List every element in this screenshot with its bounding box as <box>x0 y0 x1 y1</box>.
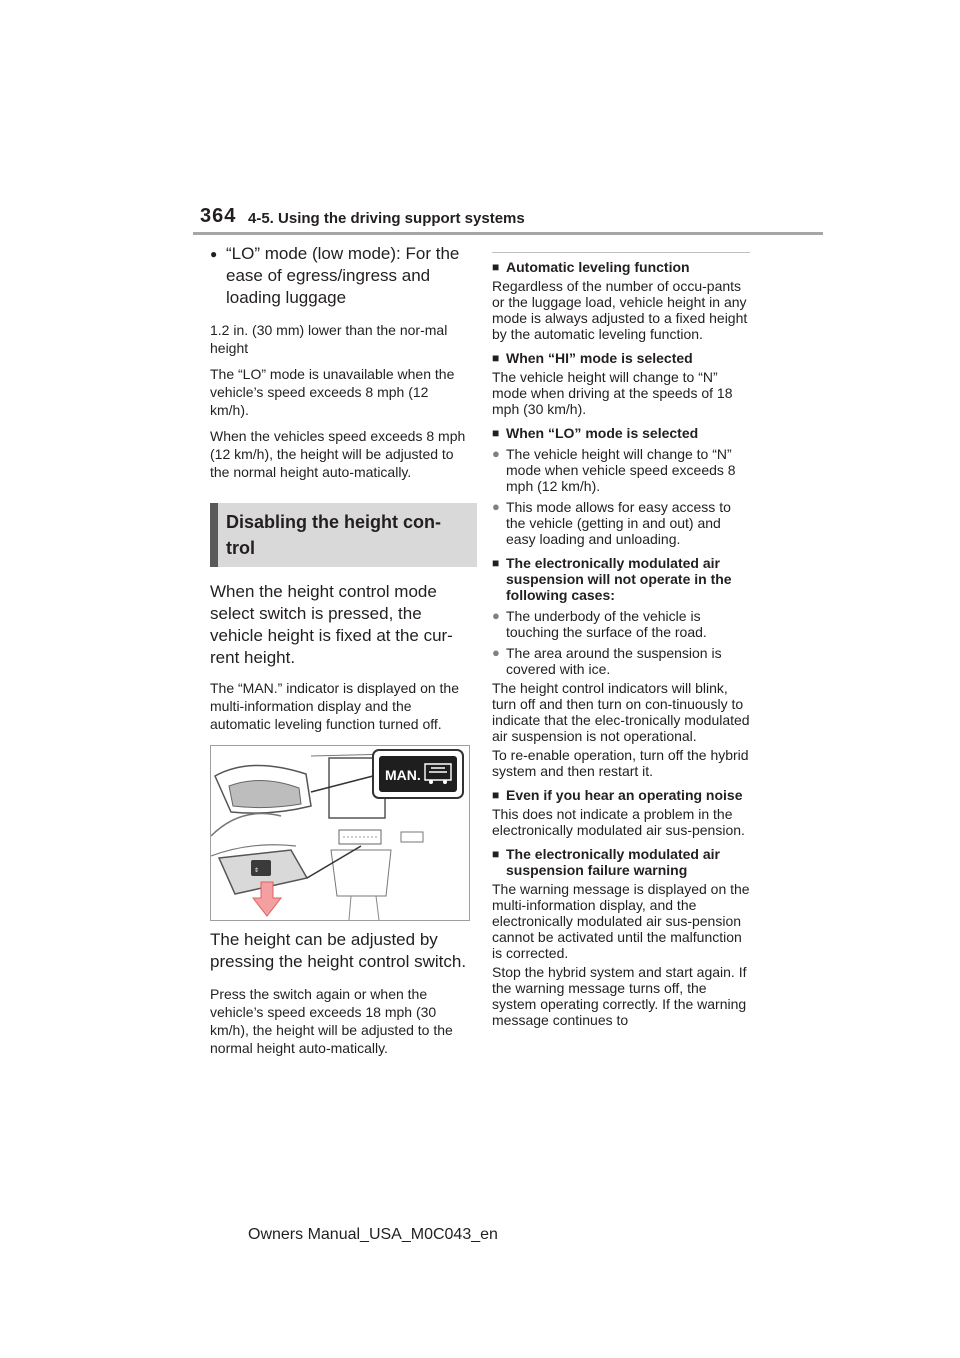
square-icon: ■ <box>492 260 500 274</box>
circle-icon: ● <box>492 645 500 660</box>
circle-icon: ● <box>492 499 500 514</box>
lo-mode-bullet-1: ● The vehicle height will change to “N” mode when vehicle speed exceeds 8 mph (12 km/h). <box>492 446 736 494</box>
failure-warning-text-2: Stop the hybrid system and start again. If the warning message turns off, the system operating correctly. If the warning message continues to <box>492 964 747 1028</box>
square-icon: ■ <box>492 847 500 861</box>
not-operate-heading: ■ The electronically modulated air suspension will not operate in the following cases: <box>492 555 732 603</box>
failure-warning-text-1: The warning message is displayed on the multi-information display, and the electronically modulated air sus-pension cannot be activated until the malfunction is corrected. <box>492 881 750 961</box>
dashboard-figure <box>210 745 470 921</box>
auto-leveling-text: Regardless of the number of occu-pants or the luggage load, vehicle height in any mode is always adjusted to a fixed height by the automatic leveling function. <box>492 278 748 342</box>
disable-heading: Disabling the height con-trol <box>226 512 441 558</box>
header-rule <box>193 232 823 235</box>
lo-mode-title: “LO” mode (low mode): For the ease of egress/ingress and loading luggage <box>226 244 460 307</box>
hi-mode-heading: ■ When “HI” mode is selected <box>492 350 693 366</box>
footer-text: Owners Manual_USA_M0C043_en <box>248 1226 498 1243</box>
noise-text: This does not indicate a problem in the electronically modulated air sus-pension. <box>492 806 745 838</box>
right-column-rule <box>492 252 750 253</box>
noise-heading: ■ Even if you hear an operating noise <box>492 787 743 803</box>
lo-mode-para-2: The “LO” mode is unavailable when the vehicle’s speed exceeds 8 mph (12 km/h). <box>210 366 455 418</box>
disable-heading-box <box>210 503 477 567</box>
filled-circle-icon: ● <box>210 247 218 261</box>
right-column <box>492 252 754 1031</box>
circle-icon: ● <box>492 608 500 623</box>
lo-mode-heading: ■ When “LO” mode is selected <box>492 425 699 441</box>
not-operate-text-1: The height control indicators will blink, turn off and then turn on con-tinuously to indicate that the elec-tronically modulated air suspension is not operational. <box>492 680 750 744</box>
disable-para-2: The “MAN.” indicator is displayed on the multi-information display and the automatic leveling function turned off. <box>210 680 459 732</box>
not-operate-text-2: To re-enable operation, turn off the hybrid system and then restart it. <box>492 747 749 779</box>
not-operate-bullet-2: ● The area around the suspension is covered with ice. <box>492 645 722 677</box>
square-icon: ■ <box>492 556 500 570</box>
hi-mode-text: The vehicle height will change to “N” mode when driving at the speeds of 18 mph (30 km/h). <box>492 369 733 417</box>
failure-warning-heading: ■ The electronically modulated air suspension failure warning <box>492 846 720 878</box>
section-title: 4-5. Using the driving support systems <box>248 210 525 227</box>
not-operate-bullet-1: ● The underbody of the vehicle is touching the surface of the road. <box>492 608 707 640</box>
square-icon: ■ <box>492 351 500 365</box>
lo-mode-para-3: When the vehicles speed exceeds 8 mph (12 km/h), the height will be adjusted to the normal height auto-matically. <box>210 428 466 480</box>
lo-mode-bullet-2: ● This mode allows for easy access to the vehicle (getting in and out) and easy loading and unloading. <box>492 499 731 547</box>
lo-mode-item <box>210 243 470 309</box>
lo-mode-para-1: 1.2 in. (30 mm) lower than the nor-mal height <box>210 322 448 356</box>
adjust-para-2: Press the switch again or when the vehicle’s speed exceeds 18 mph (30 km/h), the height will be adjusted to the normal height auto-matically. <box>210 986 453 1056</box>
left-column <box>210 240 470 1057</box>
svg-text:⇕: ⇕ <box>254 868 260 874</box>
disable-para-1: When the height control mode select switch is pressed, the vehicle height is fixed at the cur-rent height. <box>210 582 453 667</box>
dashboard-illustration <box>211 746 469 920</box>
auto-leveling-heading: ■ Automatic leveling function <box>492 259 690 275</box>
adjust-para-1: The height can be adjusted by pressing the height control switch. <box>210 930 467 971</box>
circle-icon: ● <box>492 446 500 461</box>
page-number: 364 <box>200 205 237 227</box>
square-icon: ■ <box>492 788 500 802</box>
square-icon: ■ <box>492 426 500 440</box>
man-indicator-text: MAN. <box>385 767 421 783</box>
